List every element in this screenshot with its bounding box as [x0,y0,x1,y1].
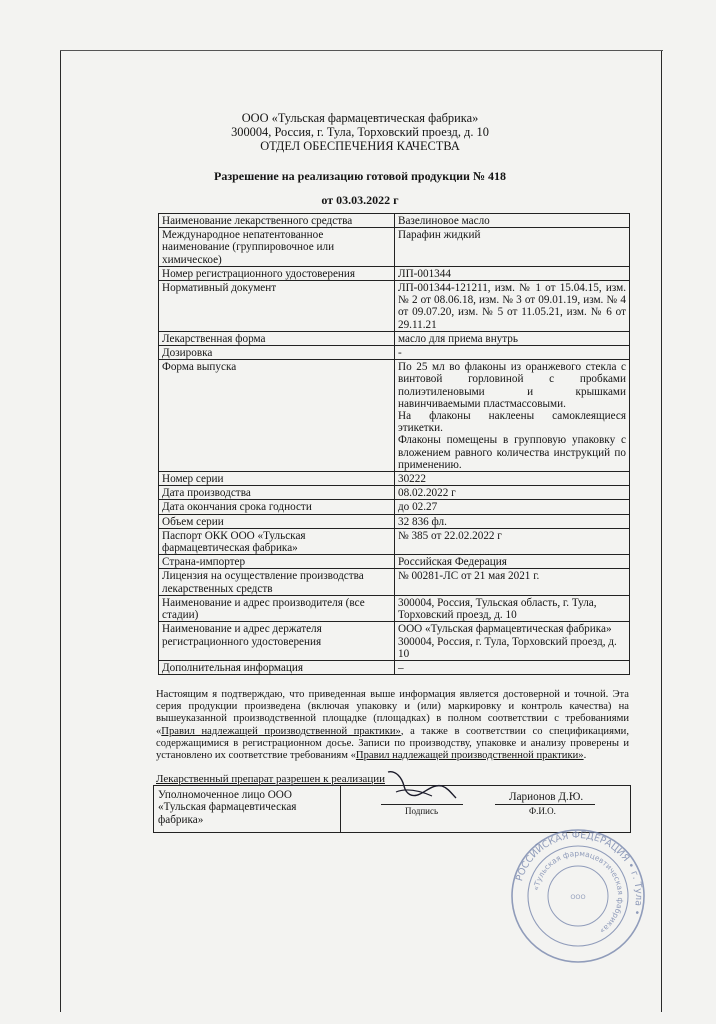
department-name: ОТДЕЛ ОБЕСПЕЧЕНИЯ КАЧЕСТВА [260,139,460,153]
release-form-packing: Флаконы помещены в групповую упаковку с вложением равного количества инструкций по применению. [397,434,626,471]
row-label: Лекарственная форма [159,331,395,345]
table-row [159,214,630,228]
table-row [159,595,630,621]
row-value: ООО «Тульская фармацевтическая фабрика» 300004, Россия, г. Тула, Торховский проезд, д. 10 [394,622,629,661]
row-value: 08.02.2022 г [394,486,629,500]
statement-text-3: . [583,750,587,762]
row-label: Дата производства [159,486,395,500]
row-value: до 02.27 [394,500,629,514]
row-label: Номер регистрационного удостоверения [159,266,395,280]
table-row [159,360,630,472]
signature-caption: Подпись [405,806,439,816]
approval-caption: Лекарственный препарат разрешен к реализации [156,773,385,785]
table-row [159,569,630,595]
row-label: Дата окончания срока годности [159,500,395,514]
row-value: Российская Федерация [394,555,629,569]
row-value: 32 836 фл. [394,514,629,528]
row-value: Вазелиновое масло [394,214,629,228]
row-label: Номер серии [159,472,395,486]
signer-name: Ларионов Д.Ю. [509,791,584,803]
row-value: ЛП-001344-121211, изм. № 1 от 15.04.15, изм. № 2 от 08.06.18, изм. № 3 от 09.01.19, изм. № 4 от 09.07.20, изм. № 5 от 11.05.21, изм. № 6 от 29.11.21 [394,281,629,332]
svg-text:ООО: ООО [570,893,586,901]
table-row [159,228,630,267]
table-row [159,331,630,345]
gmp-reference-2: Правил надлежащей производственной практики» [355,750,584,762]
row-label: Форма выпуска [159,360,395,472]
document-date: от 03.03.2022 г [321,193,399,207]
table-row [159,528,630,554]
row-value: № 385 от 22.02.2022 г [394,528,629,554]
row-value: - [394,346,629,360]
row-value: 30222 [394,472,629,486]
row-value: масло для приема внутрь [394,331,629,345]
statement-text-1: Настоящим я подтверждаю, что приведенная выше информация является достоверной и точной. Эта серия продукции произведена (включая упаковку и (или) маркировку и контроль качества) на вышеуказанной производственной площадке (площадках) в полном соответствии с требованиями « [156,689,629,737]
table-row [159,622,630,661]
table-row [159,266,630,280]
table-row [159,500,630,514]
row-value: № 00281-ЛС от 21 мая 2021 г. [394,569,629,595]
table-row [159,486,630,500]
svg-text:«Тульская фармацевтическая фаб: «Тульская фармацевтическая фабрика» [531,848,626,936]
gmp-reference-1: Правил надлежащей производственной практики» [161,725,401,737]
table-row [159,281,630,332]
document-header [60,111,660,153]
row-label: Международное непатентованное наименование (группировочное или химическое) [159,228,395,267]
row-value: – [394,660,629,674]
quality-statement [156,689,629,762]
statement-text-2: , а также в соответствии со спецификациями, содержащимися в регистрационном досье. Записи по производству, упаковке и анализу проверены и установлено их соответствие требованиям « [156,725,629,762]
row-value: Парафин жидкий [394,228,629,267]
document-title: Разрешение на реализацию готовой продукции № 418 [213,169,507,183]
row-label: Страна-импортер [159,555,395,569]
table-row [159,555,630,569]
table-row [159,660,630,674]
row-label: Дополнительная информация [159,660,395,674]
handwritten-signature [382,768,462,804]
svg-text:РОССИЙСКАЯ ФЕДЕРАЦИЯ • г. Тула: РОССИЙСКАЯ ФЕДЕРАЦИЯ • г. Тула • [514,829,645,917]
product-info-table [158,213,630,675]
row-label: Наименование лекарственного средства [159,214,395,228]
company-address: 300004, Россия, г. Тула, Торховский проезд, д. 10 [231,125,489,139]
release-form-text: По 25 мл во флаконы из оранжевого стекла с винтовой горловиной с пробками полиэтиленовыми и крышками навинчиваемыми пластмассовыми. [397,361,626,410]
row-label: Нормативный документ [159,281,395,332]
row-value: ЛП-001344 [394,266,629,280]
row-value: 300004, Россия, Тульская область, г. Тула, Торховский проезд, д. 10 [394,595,629,621]
row-label: Объем серии [159,514,395,528]
release-form-labels: На флаконы наклеены самоклеящиеся этикетки. [397,410,626,435]
row-label: Наименование и адрес производителя (все стадии) [159,595,395,621]
table-row [159,514,630,528]
name-caption: Ф.И.О. [529,806,556,816]
row-label: Наименование и адрес держателя регистрационного удостоверения [159,622,395,661]
company-name: ООО «Тульская фармацевтическая фабрика» [241,111,479,125]
company-seal [508,826,648,966]
table-row [159,472,630,486]
row-label: Дозировка [159,346,395,360]
table-row [159,346,630,360]
row-value [394,360,629,472]
row-label: Паспорт ОКК ООО «Тульская фармацевтическая фабрика» [159,528,395,554]
row-label: Лицензия на осуществление производства лекарственных средств [159,569,395,595]
authorized-person: Уполномоченное лицо ООО «Тульская фармацевтическая фабрика» [154,786,341,833]
